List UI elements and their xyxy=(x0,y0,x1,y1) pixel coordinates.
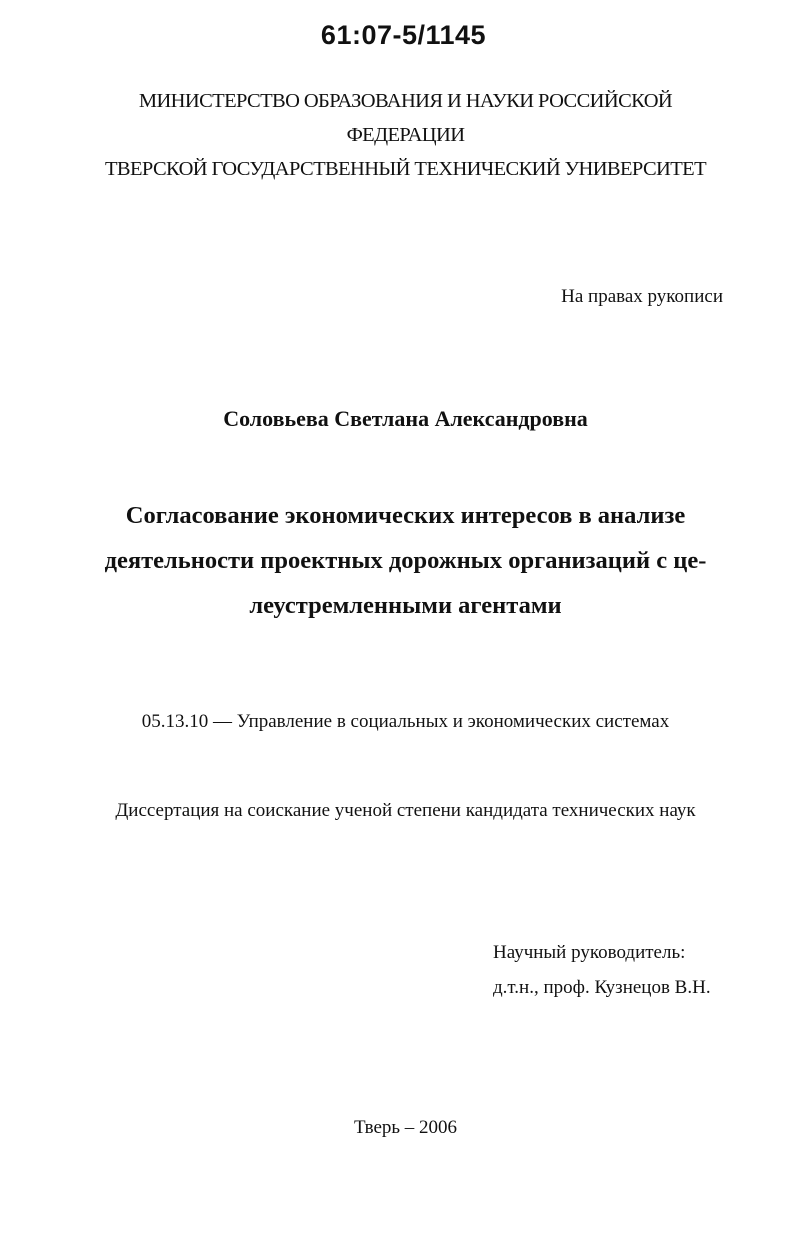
university-name: ТВЕРСКОЙ ГОСУДАРСТВЕННЫЙ ТЕХНИЧЕСКИЙ УНИВЕРСИТЕТ xyxy=(104,158,707,180)
ministry-line-2: ФЕДЕРАЦИИ xyxy=(346,124,465,146)
city-year: Тверь – 2006 xyxy=(353,1117,458,1138)
institution-header xyxy=(0,84,799,186)
dissertation-title xyxy=(0,493,799,628)
specialty-code: 05.13.10 — Управление в социальных и экономических системах xyxy=(141,711,670,732)
ministry-line-1: МИНИСТЕРСТВО ОБРАЗОВАНИЯ И НАУКИ РОССИЙСКОЙ xyxy=(138,90,673,112)
supervisor-block xyxy=(493,935,711,1005)
degree-statement: Диссертация на соискание ученой степени кандидата технических наук xyxy=(115,800,696,821)
supervisor-label: Научный руководитель: xyxy=(493,942,686,963)
title-line-2: деятельности проектных дорожных организаций с це- xyxy=(104,547,707,574)
author-name: Соловьева Светлана Александровна xyxy=(223,406,588,431)
catalog-number: 61:07-5/1145 xyxy=(320,20,487,50)
manuscript-note: На правах рукописи xyxy=(561,286,723,307)
title-line-3: леустремленными агентами xyxy=(249,592,562,619)
supervisor-name: д.т.н., проф. Кузнецов В.Н. xyxy=(493,977,711,998)
title-line-1: Согласование экономических интересов в анализе xyxy=(125,502,686,529)
